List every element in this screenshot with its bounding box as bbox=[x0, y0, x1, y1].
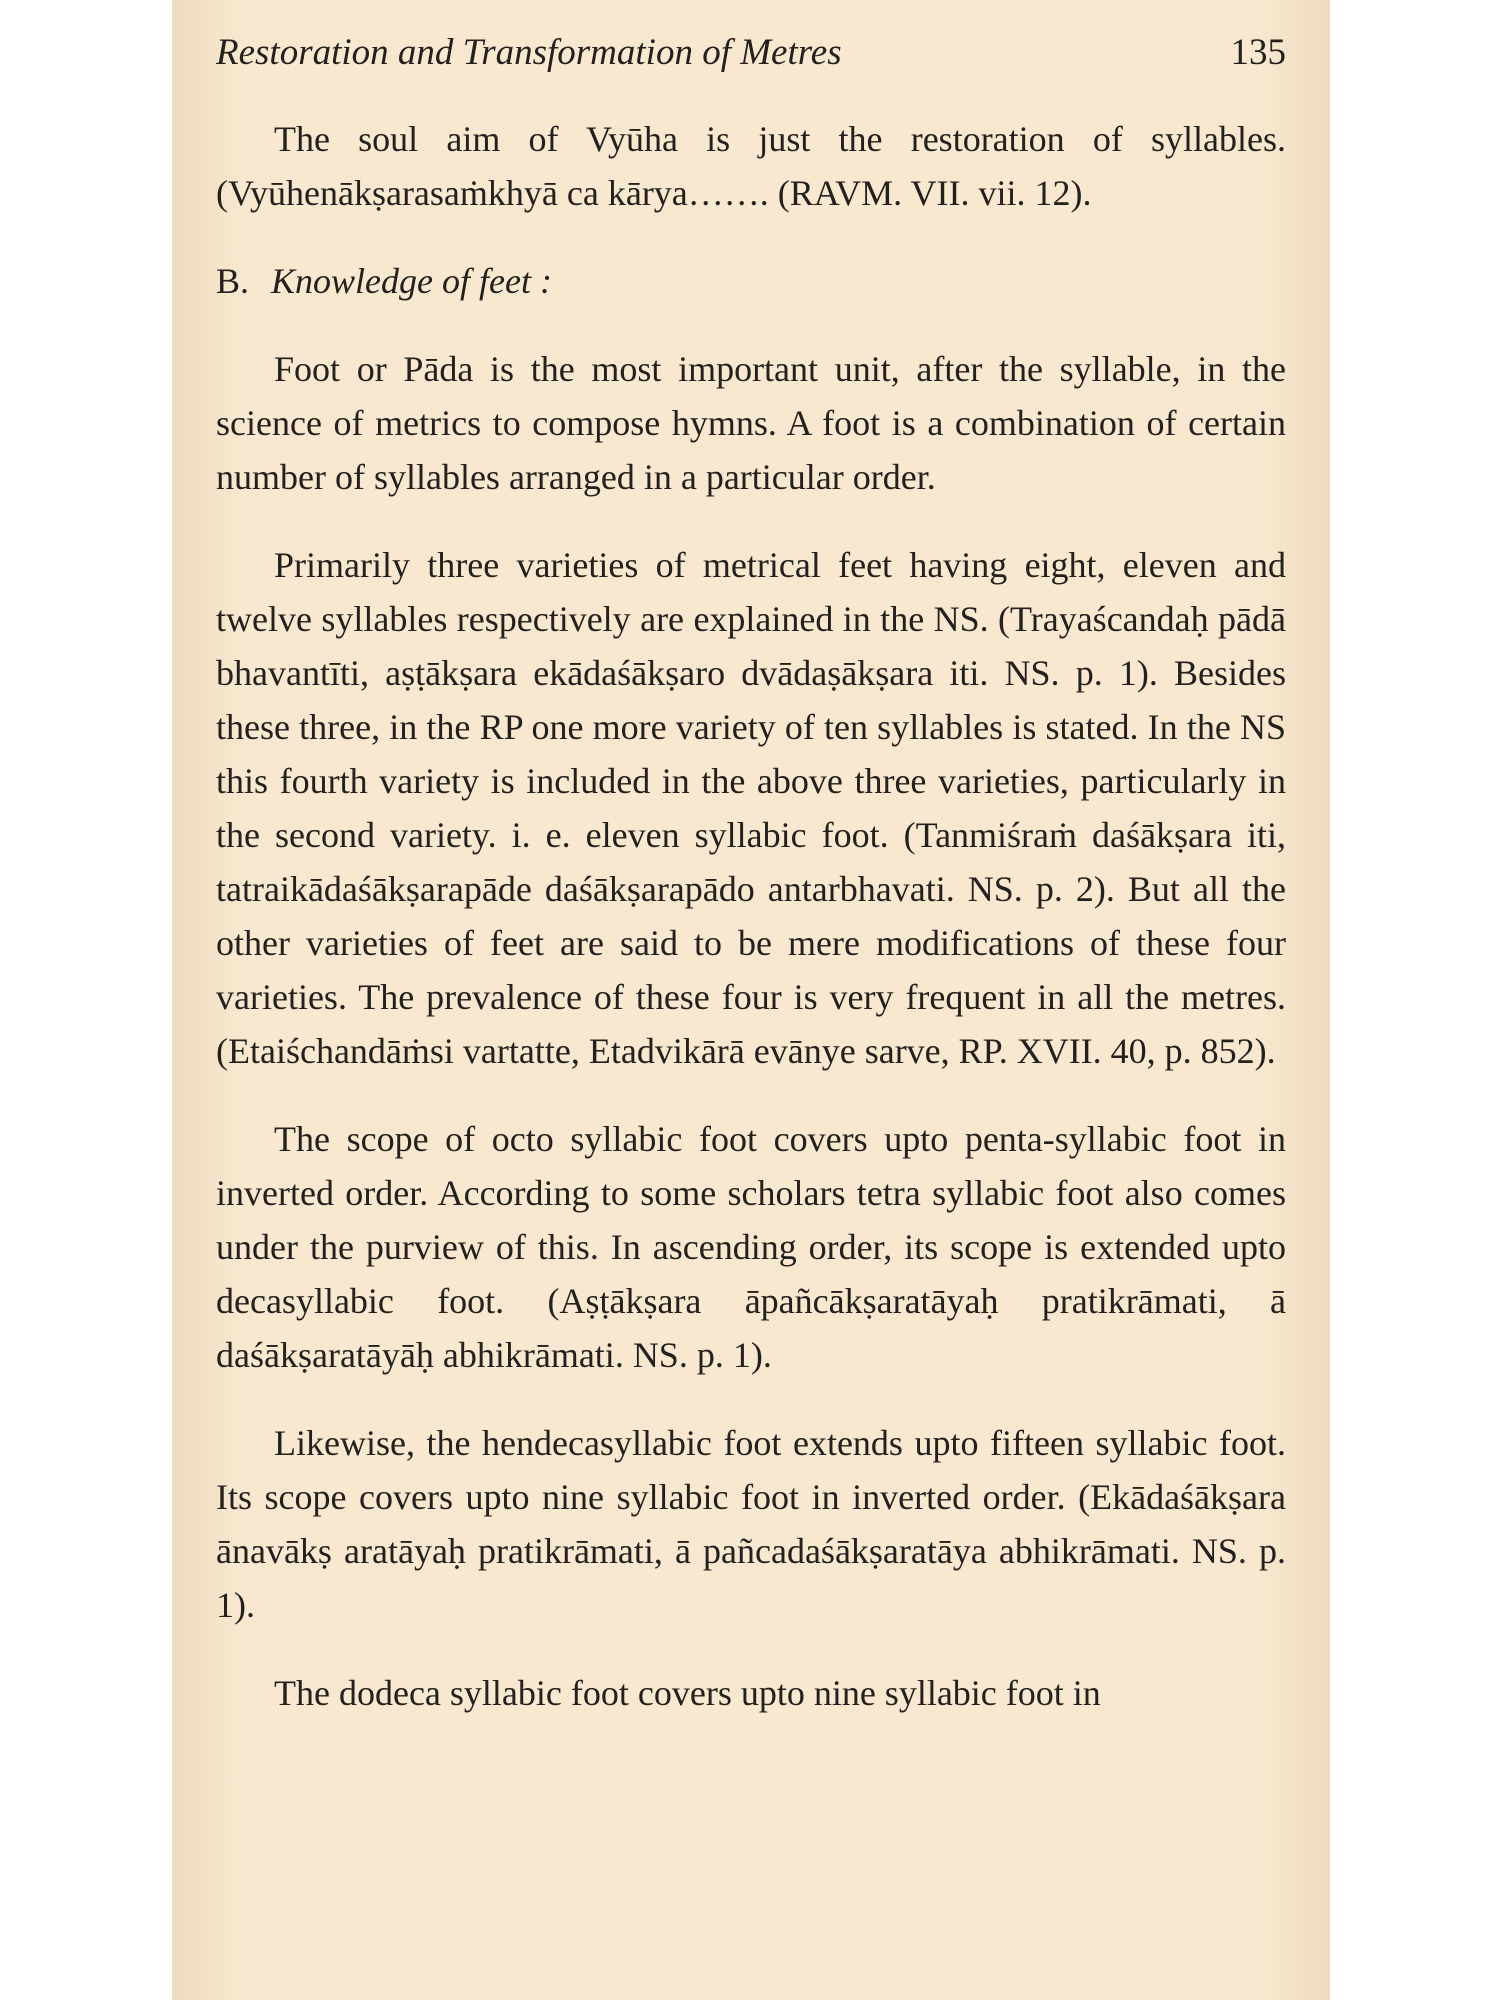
running-title: Restoration and Transformation of Metres bbox=[216, 32, 842, 73]
section-letter: B. bbox=[216, 261, 250, 301]
page-number: 135 bbox=[1230, 32, 1286, 73]
paragraph-vyuha: The soul aim of Vyūha is just the restoration of syllables. (Vyūhenākṣarasaṁkhyā ca kārya……. (RAVM. VII. vii. 12). bbox=[216, 119, 1286, 213]
running-head bbox=[216, 28, 1286, 78]
paragraph-foot-definition: Foot or Pāda is the most important unit, after the syllable, in the science of metrics to compose hymns. A foot is a combination of certain number of syllables arranged in a particular order. bbox=[216, 349, 1286, 497]
section-heading bbox=[216, 254, 1286, 308]
section-title: Knowledge of feet : bbox=[271, 261, 552, 301]
page-body bbox=[216, 112, 1286, 1754]
paragraph-hendecasyllabic: Likewise, the hendecasyllabic foot extends upto fifteen syllabic foot. Its scope covers upto nine syllabic foot in inverted order. (Ekādaśākṣara ānavākṣ aratāyaḥ pratikrāmati, ā pañcadaśākṣaratāya abhikrāmati. NS. p. 1). bbox=[216, 1423, 1286, 1625]
paragraph-octo-syllabic: The scope of octo syllabic foot covers upto penta-syllabic foot in inverted order. According to some scholars tetra syllabic foot also comes under the purview of this. In ascending order, its scope is extended upto decasyllabic foot. (Aṣṭākṣara āpañcākṣaratāyaḥ pratikrāmati, ā daśākṣaratāyāḥ abhikrāmati. NS. p. 1). bbox=[216, 1119, 1286, 1375]
paragraph-varieties: Primarily three varieties of metrical feet having eight, eleven and twelve syllables respectively are explained in the NS. (Trayaścandaḥ pādā bhavantīti, aṣṭākṣara ekādaśākṣaro dvādaṣākṣara iti. NS. p. 1). Besides these three, in the RP one more variety of ten syllables is stated. In the NS this fourth variety is included in the above three varieties, particularly in the second variety. i. e. eleven syllabic foot. (Tanmiśraṁ daśākṣara iti, tatraikādaśākṣarapāde daśākṣarapādo antarbhavati. NS. p. 2). But all the other varieties of feet are said to be mere modifications of these four varieties. The prevalence of these four is very frequent in all the metres. (Etaiśchandāṁsi vartatte, Etadvikārā evānye sarve, RP. XVII. 40, p. 852). bbox=[216, 545, 1286, 1071]
book-page bbox=[172, 0, 1330, 2000]
paragraph-dodeca-syllabic: The dodeca syllabic foot covers upto nine syllabic foot in bbox=[274, 1673, 1101, 1713]
